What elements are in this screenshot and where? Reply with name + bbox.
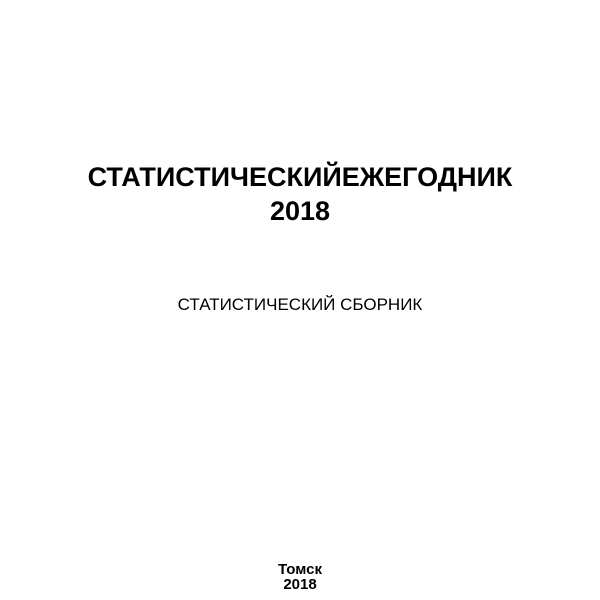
document-title-line1: СТАТИСТИЧЕСКИЙЕЖЕГОДНИК: [87, 162, 513, 192]
imprint-city: Томск: [278, 561, 322, 578]
document-subtitle: СТАТИСТИЧЕСКИЙ СБОРНИК: [177, 295, 423, 314]
document-title: [0, 160, 600, 228]
imprint-year: 2018: [283, 576, 317, 593]
document-title-year: 2018: [269, 196, 331, 226]
imprint-block: [0, 562, 600, 592]
